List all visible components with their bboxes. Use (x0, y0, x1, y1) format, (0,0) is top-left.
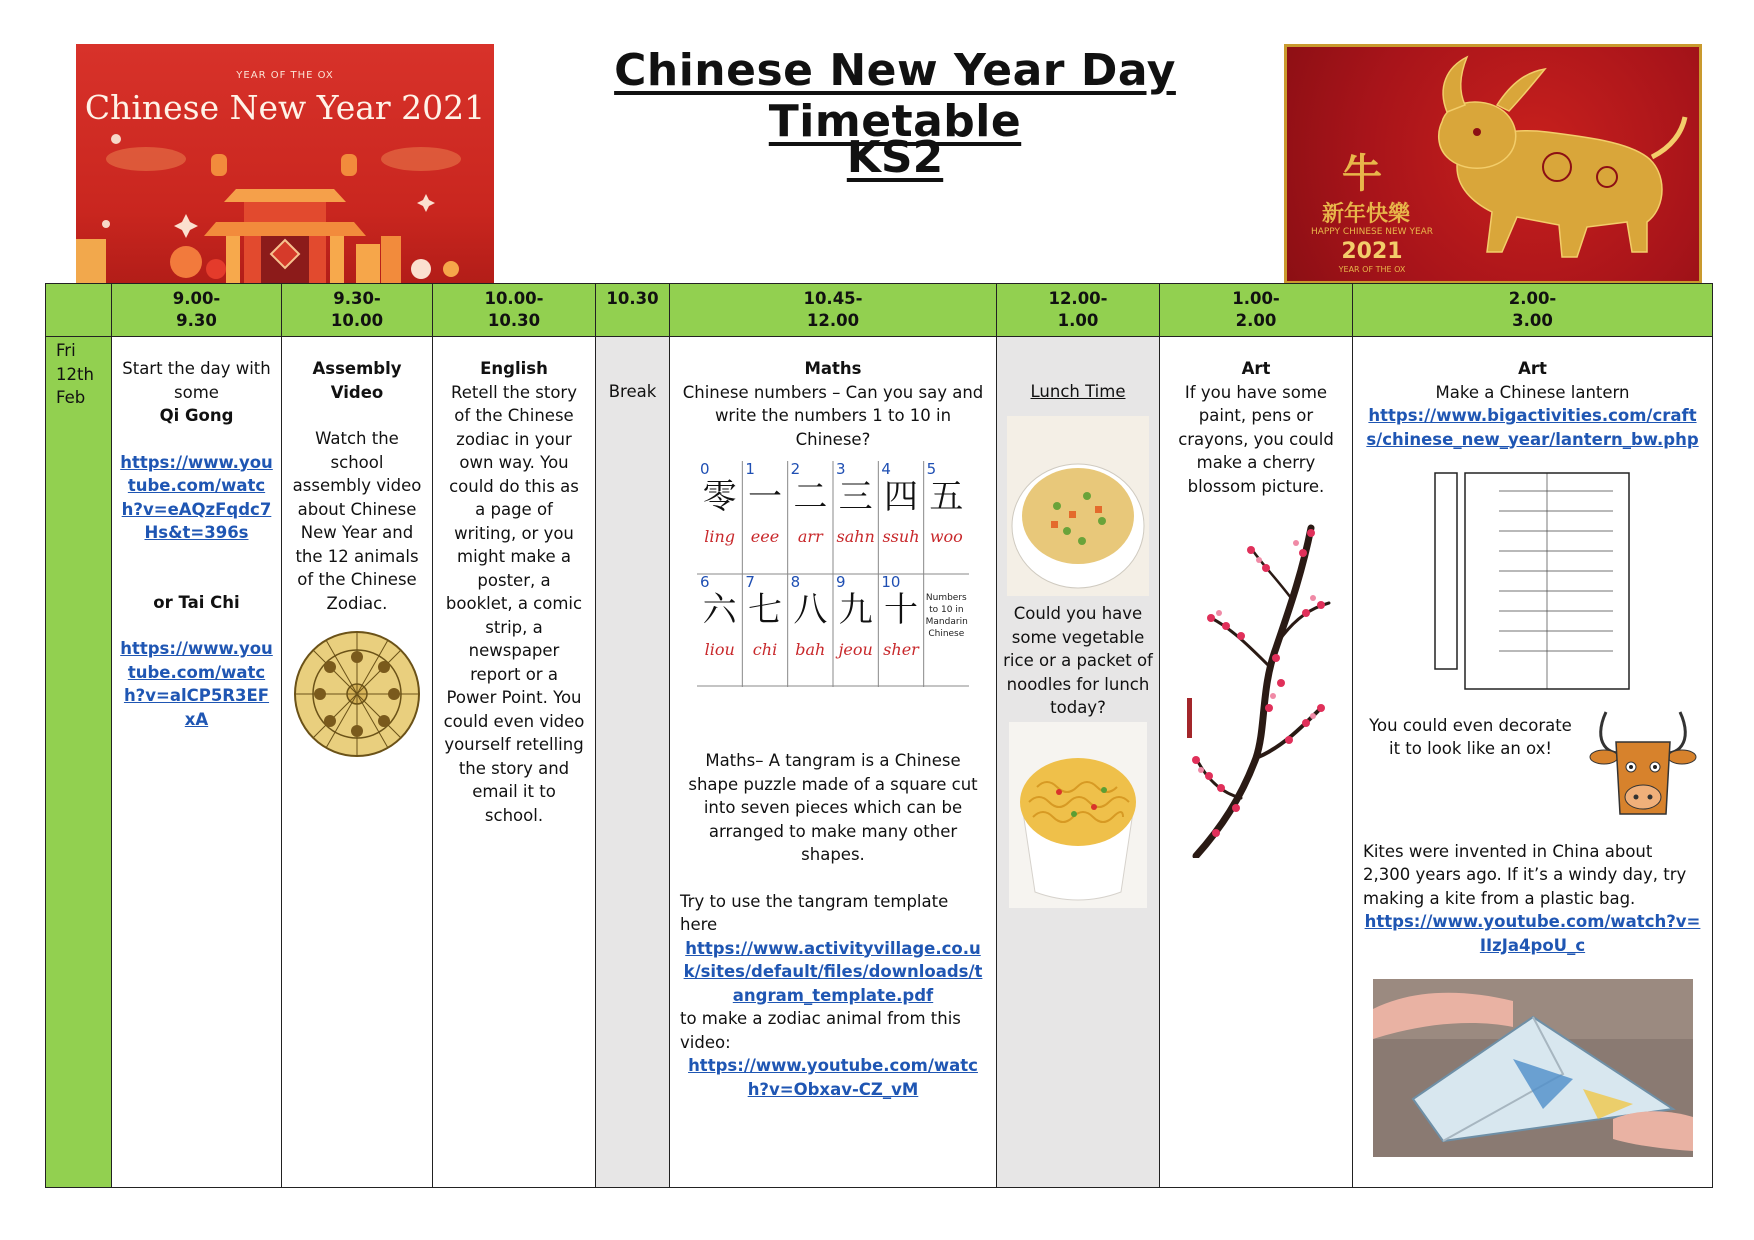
header-time: 9.30- 10.00 (282, 284, 433, 337)
number-character: 八 (793, 590, 828, 630)
taichi-label: or Tai Chi (153, 592, 240, 612)
day-label: Fri 12th Feb (46, 337, 112, 1188)
taichi-link[interactable]: https://www.youtube.com/watch?v=alCP5R3EFxA (120, 639, 273, 729)
timetable (45, 283, 1713, 1188)
header-time: 12.00- 1.00 (997, 284, 1160, 337)
assembly-title: Assembly Video (312, 359, 402, 402)
number-pronunciation: woo (929, 527, 963, 546)
number-cell (742, 574, 787, 687)
number-character: 十 (883, 590, 918, 630)
art2-title: Art (1518, 359, 1547, 378)
cell-art-cherry (1160, 337, 1353, 1188)
cell-english (433, 337, 596, 1188)
number-digit: 9 (836, 573, 846, 591)
page-title: Chinese New Year Day Timetable (614, 45, 1176, 147)
number-pronunciation: bah (795, 640, 826, 659)
number-pronunciation: eee (750, 527, 780, 546)
kites-text: Kites were invented in China about 2,300 years ago. If it’s a windy day, try making a kite from a plastic bag. (1363, 841, 1687, 908)
number-character: 九 (838, 590, 873, 630)
banner-right-image (1284, 44, 1702, 284)
number-digit: 10 (881, 573, 901, 591)
time-header-row (46, 284, 1713, 337)
number-character: 三 (838, 477, 873, 517)
cell-maths (670, 337, 997, 1188)
number-cell (697, 461, 742, 574)
header-time: 10.00- 10.30 (433, 284, 596, 337)
greeting-year: 2021 (1341, 239, 1403, 264)
number-digit: 7 (745, 573, 755, 591)
number-pronunciation: chi (752, 640, 778, 659)
zodiac-video-link[interactable]: https://www.youtube.com/watch?v=Obxav-CZ_vM (688, 1056, 978, 1099)
number-pronunciation: ssuh (882, 527, 920, 546)
number-cell (833, 574, 878, 687)
kite-video-link[interactable]: https://www.youtube.com/watch?v=IIzJa4poU_c (1364, 912, 1701, 955)
maths-title: Maths (804, 359, 862, 378)
number-digit: 3 (836, 460, 846, 478)
lunch-title: Lunch Time (1030, 382, 1126, 401)
maths-text: Chinese numbers – Can you say and write the numbers 1 to 10 in Chinese? (682, 382, 984, 449)
tangram-try: Try to use the tangram template here (680, 891, 949, 934)
lunch-text: Could you have some vegetable rice or a packet of noodles for lunch today? (1003, 604, 1153, 717)
number-pronunciation: jeou (838, 640, 873, 659)
zodiac-make-text: to make a zodiac animal from this video: (680, 1009, 961, 1052)
header-time: 1.00- 2.00 (1160, 284, 1353, 337)
number-digit: 2 (790, 460, 801, 478)
greeting-small: YEAR OF THE OX (1338, 265, 1406, 274)
chinese-numbers-chart (697, 461, 969, 687)
number-pronunciation: arr (797, 527, 823, 546)
number-character: 六 (702, 590, 737, 630)
cell-art-lantern (1353, 337, 1713, 1188)
page-subtitle: KS2 (846, 132, 944, 183)
number-cell (697, 574, 742, 687)
number-cell (878, 461, 923, 574)
number-character: 五 (929, 477, 964, 517)
numbers-note: Numbers to 10 in Mandarin Chinese (925, 593, 968, 639)
greeting-caption: HAPPY CHINESE NEW YEAR (1310, 227, 1434, 237)
cell-break (596, 337, 670, 1188)
number-character: 一 (747, 477, 782, 517)
number-character: 四 (883, 477, 918, 517)
number-cell (833, 461, 878, 574)
cherry-blossom-image (1181, 508, 1331, 858)
number-digit: 8 (790, 573, 801, 591)
qigong-intro: Start the day with some (122, 359, 271, 402)
assembly-text: Watch the school assembly video about Chinese New Year and the 12 animals of the Chinese Zodiac. (292, 429, 422, 613)
kite-making-image (1373, 979, 1693, 1157)
number-cell (742, 461, 787, 574)
zodiac-wheel-image (292, 629, 422, 759)
lantern-link[interactable]: https://www.bigactivities.com/crafts/chinese_new_year/lantern_bw.php (1366, 406, 1699, 449)
banner-left-text: Chinese New Year 2021 (84, 88, 486, 127)
number-digit: 5 (926, 460, 937, 478)
number-character: 二 (793, 477, 828, 517)
number-digit: 1 (745, 460, 755, 478)
number-cell (878, 574, 923, 687)
number-pronunciation: sher (883, 640, 919, 659)
number-character: 零 (702, 477, 737, 517)
number-cell (788, 574, 833, 687)
ox-character: 牛 (1342, 150, 1382, 197)
vegetable-rice-image (1007, 416, 1149, 596)
decorate-text: You could even decorate it to look like an ox! (1369, 715, 1572, 758)
number-pronunciation: ling (704, 527, 736, 546)
banner-left-small: YEAR OF THE OX (236, 70, 334, 81)
header-time: 2.00- 3.00 (1353, 284, 1713, 337)
noodles-image (1009, 722, 1147, 908)
header-blank (46, 284, 112, 337)
cell-assembly (282, 337, 433, 1188)
day-row (46, 337, 1713, 1188)
art1-text: If you have some paint, pens or crayons, you could make a cherry blossom picture. (1178, 382, 1334, 496)
number-digit: 4 (881, 460, 891, 478)
number-digit: 0 (700, 460, 710, 478)
qigong-link[interactable]: https://www.youtube.com/watch?v=eAQzFqdc7Hs&t=396s (120, 452, 273, 542)
tangram-text: Maths– A tangram is a Chinese shape puzzle made of a square cut into seven pieces which can be arranged to make many other shapes. (688, 751, 978, 864)
number-pronunciation: sahn (836, 527, 875, 546)
ox-lantern-image (1588, 702, 1698, 822)
tangram-link[interactable]: https://www.activityvillage.co.uk/sites/default/files/downloads/tangram_template.pdf (683, 938, 983, 1005)
number-character: 七 (747, 590, 782, 630)
qigong-name: Qi Gong (159, 406, 234, 425)
cell-qigong (112, 337, 282, 1188)
number-cell (924, 461, 969, 574)
greeting-characters: 新年快樂 (1322, 201, 1411, 227)
art2-text: Make a Chinese lantern (1435, 382, 1630, 402)
header-time: 10.30 (596, 284, 670, 337)
cell-lunch (997, 337, 1160, 1188)
lantern-template-image (1433, 463, 1633, 691)
english-text: Retell the story of the Chinese zodiac in your own way. You could do this as a page of writing, or you might make a poster, a booklet, a comic strip, a newspaper report or a Power Point. You could even video yourself retelling the story and email it to school. (443, 382, 585, 825)
number-pronunciation: liou (704, 640, 735, 659)
header-time: 9.00- 9.30 (112, 284, 282, 337)
art1-title: Art (1241, 359, 1271, 378)
english-title: English (480, 359, 548, 378)
banner-left-image (76, 44, 494, 284)
break-label: Break (608, 382, 657, 401)
header-time: 10.45- 12.00 (670, 284, 997, 337)
temple-illustration (76, 44, 494, 284)
number-cell (788, 461, 833, 574)
number-digit: 6 (700, 573, 710, 591)
